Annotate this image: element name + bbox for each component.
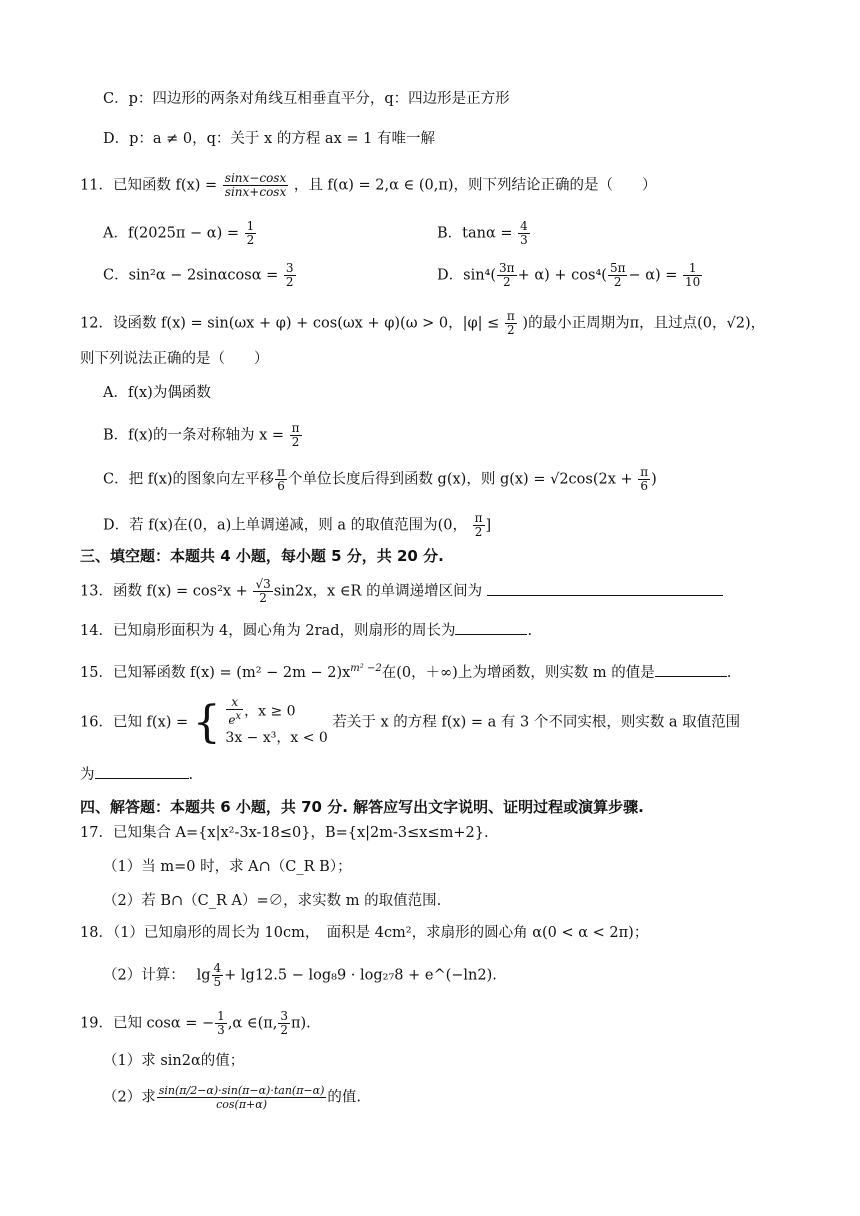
q12-option-b: B．f(x)的一条对称轴为 x = $\frac{\pi}{2}$: [103, 421, 300, 449]
q15-text-end: 在(0，＋∞)上为增函数，则实数 m 的值是: [381, 664, 655, 681]
q17-part2: （2）若 B∩（C_R A）=∅，求实数 m 的取值范围.: [103, 893, 442, 909]
q10-option-d: D．p：a ≠ 0，q：关于 x 的方程 ax = 1 有唯一解: [103, 131, 435, 147]
q18-2-text-start: （2）计算： lg: [103, 967, 211, 984]
q11-a-frac: $\frac{1}{2}$: [246, 219, 255, 247]
q19-2-numerator: sin(π/2−α)·sin(π−α)·tan(π−α): [158, 1084, 325, 1097]
q11-stem-start: 11．已知函数 f(x) =: [80, 177, 218, 194]
q19-text-mid: ,α ∈: [227, 1015, 258, 1032]
q13-text-start: 13．函数 f(x) = cos²x +: [80, 583, 248, 600]
q16-text-start: 16．已知 f(x) =: [80, 714, 189, 731]
q11-a-text: A．f(2025π − α) =: [103, 225, 240, 242]
q18-part2: （2）计算： lg $\frac{4}{5}$ + lg12.5 − log₈9 · log₂₇8 + e^(−ln2).: [103, 961, 497, 989]
q19-part2: [103, 1084, 361, 1111]
q12-stem: 12．设函数 f(x) = sin(ωx + φ) + cos(ωx + φ)(ω > 0，|φ| ≤ $\frac{\pi}{2}$ )的最小正周期为π，且过点(0，√2)，: [80, 309, 766, 337]
q11-b-text: B．tanα =: [437, 225, 513, 242]
q12-stem-line2: 则下列说法正确的是（ ）: [80, 351, 269, 367]
q11-b-frac: $\frac{4}{3}$: [520, 219, 528, 247]
q12-d-text: D．若 f(x)在(0，a)上单调递减，则 a 的取值范围为(0，: [103, 517, 468, 534]
q11-option-a: [103, 220, 257, 247]
q12-stem-start: 12．设函数 f(x) = sin(ωx + φ) + cos(ωx + φ)(ω > 0，|φ| ≤: [80, 315, 500, 332]
q19-text-start: 19．已知 cosα = −: [80, 1015, 215, 1032]
q11-d-text: D．sin⁴: [437, 267, 491, 284]
q11-stem: [80, 172, 657, 199]
q14-text: 14．已知扇形面积为 4，圆心角为 2rad，则扇形的周长为: [80, 623, 456, 639]
q14: 14．已知扇形面积为 4，圆心角为 2rad，则扇形的周长为 .: [80, 620, 532, 642]
q19: 19．已知 cosα = − $\frac{1}{3}$ ,α ∈(π, $\frac{3}{2}$ π).: [80, 1009, 311, 1037]
q19-2-text-end: 的值.: [327, 1089, 361, 1106]
section-3-heading: 三、填空题：本题共 4 小题，每小题 5 分，共 20 分.: [80, 547, 444, 565]
q12-option-a: A．f(x)为偶函数: [103, 385, 211, 401]
q13-text-end: sin2x，x ∈R 的单调递增区间为: [273, 583, 483, 600]
q11-d-mid: + cos⁴: [554, 267, 602, 284]
q11-c-text: C．sin²α − 2sinαcosα =: [103, 267, 279, 284]
q17: 17．已知集合 A={x|x²-3x-18≤0}，B={x|2m-3≤x≤m+2}.: [80, 825, 489, 841]
q14-answer-blank[interactable]: [455, 620, 527, 635]
q12-c-text: C．把 f(x)的图象向左平移: [103, 471, 275, 488]
q18-part1: 18．（1）已知扇形的周长为 10cm， 面积是 4cm²，求扇形的圆心角 α(0 < α < 2π)；: [80, 925, 649, 941]
q16-text-end: 若关于 x 的方程 f(x) = a 有 3 个不同实根，则实数 a 取值范围: [332, 714, 741, 731]
q11-option-d: D．sin⁴( $\frac{3\pi}{2}$ + α) + cos⁴( $\frac{5\pi}{2}$ − α) = $\frac{1}{10}$: [437, 261, 701, 289]
q16: [80, 696, 740, 756]
q15-text-start: 15．已知幂函数 f(x) = (m² − 2m − 2)x: [80, 664, 351, 681]
q12-option-d: D．若 f(x)在(0，a)上单调递减，则 a 的取值范围为(0， $\frac{\pi}{2}$ ]: [103, 511, 492, 539]
q11-option-b: [437, 220, 531, 247]
q17-part1: （1）当 m=0 时，求 A∩（C_R B）；: [103, 859, 352, 875]
q16-answer-blank[interactable]: [95, 764, 189, 779]
q13: 13．函数 f(x) = cos²x + $\frac{√3}{2}$ sin2x，x ∈R 的单调递增区间为: [80, 578, 723, 605]
q16-line2: 为 .: [80, 764, 193, 786]
q16-case1: ，x ≥ 0: [244, 703, 296, 720]
q12-option-c: C．把 f(x)的图象向左平移 $\frac{\pi}{6}$ 个单位长度后得到函数 g(x)，则 g(x) = √2cos(2x + $\frac{\pi}{6}$ ): [103, 465, 657, 493]
q13-answer-blank[interactable]: [487, 581, 723, 596]
q19-part1: （1）求 sin2α的值；: [103, 1053, 245, 1069]
q12-stem-end: )的最小正周期为π，且过点(0，√2)，: [522, 315, 766, 332]
q11-denominator: sinx+cosx: [224, 185, 287, 199]
q11-fraction: [223, 172, 288, 199]
q12-b-text: B．f(x)的一条对称轴为 x =: [103, 427, 285, 444]
q16-case2: 3x − x³，x < 0: [225, 730, 328, 746]
q19-2-denominator: cos(π+α): [216, 1098, 267, 1111]
q15-exponent: m² −2: [350, 663, 382, 674]
q11-stem-end: ，且 f(α) = 2,α ∈ (0,π)，则下列结论正确的是（ ）: [293, 177, 657, 194]
q16-cases: $\frac{x}{e^x}$ ，x ≥ 0 3x − x³，x < 0: [225, 696, 327, 749]
q16-brace: {: [192, 696, 221, 748]
q19-2-text-start: （2）求: [103, 1089, 156, 1106]
q12-c-mid: 个单位长度后得到函数 g(x)，则 g(x) = √2cos(2x +: [287, 471, 633, 488]
q18-2-text-end: + lg12.5 − log₈9 · log₂₇8 + e^(−ln2).: [224, 967, 497, 984]
section-4-heading: 四、解答题：本题共 6 小题，共 70 分. 解答应写出文字说明、证明过程或演算步骤.: [80, 798, 644, 816]
q15: 15．已知幂函数 $f(x) = (m^2 - 2m - 2)x^{m^2 -2}$在(0，＋∞)上为增函数，则实数 m 的值是 .: [80, 663, 732, 681]
q16-line2-text: 为: [80, 767, 95, 783]
q11-numerator: sinx−cosx: [224, 171, 287, 185]
q15-answer-blank[interactable]: [655, 662, 727, 677]
q10-option-c: C．p：四边形的两条对角线互相垂直平分，q：四边形是正方形: [103, 91, 510, 107]
q11-c-frac: $\frac{3}{2}$: [285, 261, 294, 289]
q11-option-c: [103, 262, 297, 289]
